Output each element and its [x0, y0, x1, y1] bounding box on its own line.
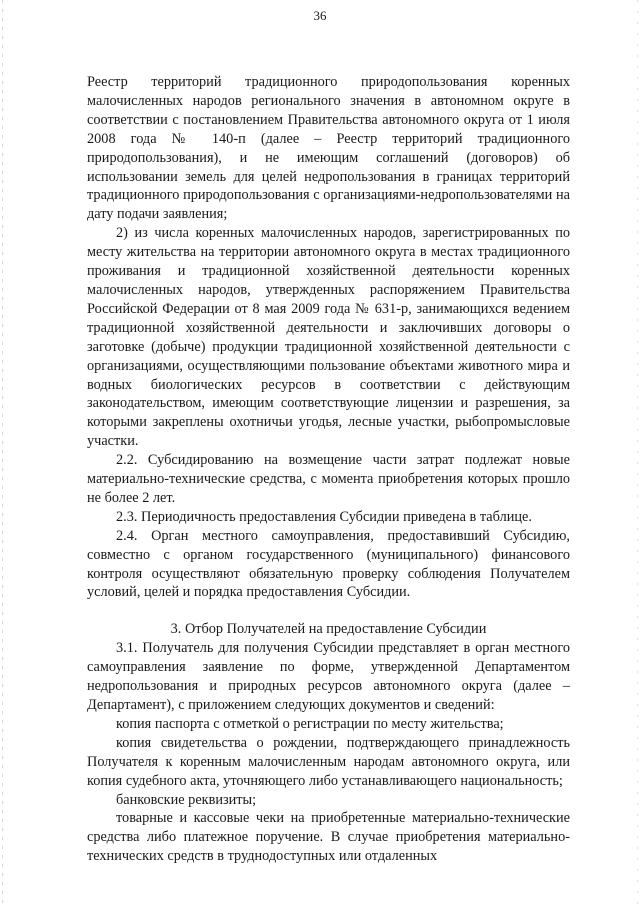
paragraph-item-2: 2) из числа коренных малочисленных народов, зарегистрированных по месту жительства на территории автономного округа в местах традиционного проживания и традиционной хозяйственной деятельности коренных малочисленных народов, утвержденных распоряжением Правительства Российской Федерации от 8 мая 2009 года № 631-р, занимающихся ведением традиционной хозяйственной деятельности и заключивших договоры о заготовке (добыче) продукции традиционной хозяйственной деятельности с организациями, осуществляющими пользование объектами животного мира и водных биологических ресурсов в соответствии с действующим законодательством, имеющим соответствующие лицензии и разрешения, за которыми закреплены охотничьи угодья, лесные участки, рыбопромысловые участки.: [87, 225, 570, 450]
page-number: 36: [313, 8, 327, 23]
paragraph-registry-continuation: Реестр территорий традиционного природопользования коренных малочисленных народов регионального значения в автономном округе в соответствии с постановлением Правительства автономного округа от 1 июля 2008 года № 140-п (далее – Реестр территорий традиционного природопользования), и не имеющим соглашений (договоров) об использовании земель для целей недропользования в границах территорий традиционного природопользования с организациями-недропользователями на дату подачи заявления;: [87, 74, 570, 223]
list-item-birth-certificate: копия свидетельства о рождении, подтверждающего принадлежность Получателя к коренным малочисленным народам автономного округа, или копия судебного акта, уточняющего либо устанавливающего национальность;: [87, 734, 570, 789]
list-item-passport: копия паспорта с отметкой о регистрации по месту жительства;: [116, 715, 504, 732]
paragraph-2-3: 2.3. Периодичность предоставления Субсидии приведена в таблице.: [116, 508, 532, 525]
scan-edge-right: [637, 0, 638, 905]
paragraph-3-1: 3.1. Получатель для получения Субсидии представляет в орган местного самоуправления заявление по форме, утвержденной Департаментом недропользования и природных ресурсов автономного округа (далее – Департамент), с приложением следующих документов и сведений:: [87, 640, 570, 713]
list-item-bank-details: банковские реквизиты;: [116, 791, 257, 808]
document-body: [87, 73, 570, 866]
scan-edge-left: [2, 0, 3, 905]
paragraph-2-4: 2.4. Орган местного самоуправления, предоставивший Субсидию, совместно с органом государственного (муниципального) финансового контроля осуществляют обязательную проверку соблюдения Получателем условий, целей и порядка предоставления Субсидии.: [87, 527, 570, 601]
list-item-receipts: товарные и кассовые чеки на приобретенные материально-технические средства либо платежное поручение. В случае приобретения материально-технических средств в труднодоступных или отдаленных: [87, 810, 570, 865]
section-heading-3: 3. Отбор Получателей на предоставление Субсидии: [170, 621, 487, 638]
paragraph-2-2: 2.2. Субсидированию на возмещение части затрат подлежат новые материально-технические средства, с момента приобретения которых прошло не более 2 лет.: [87, 452, 570, 506]
